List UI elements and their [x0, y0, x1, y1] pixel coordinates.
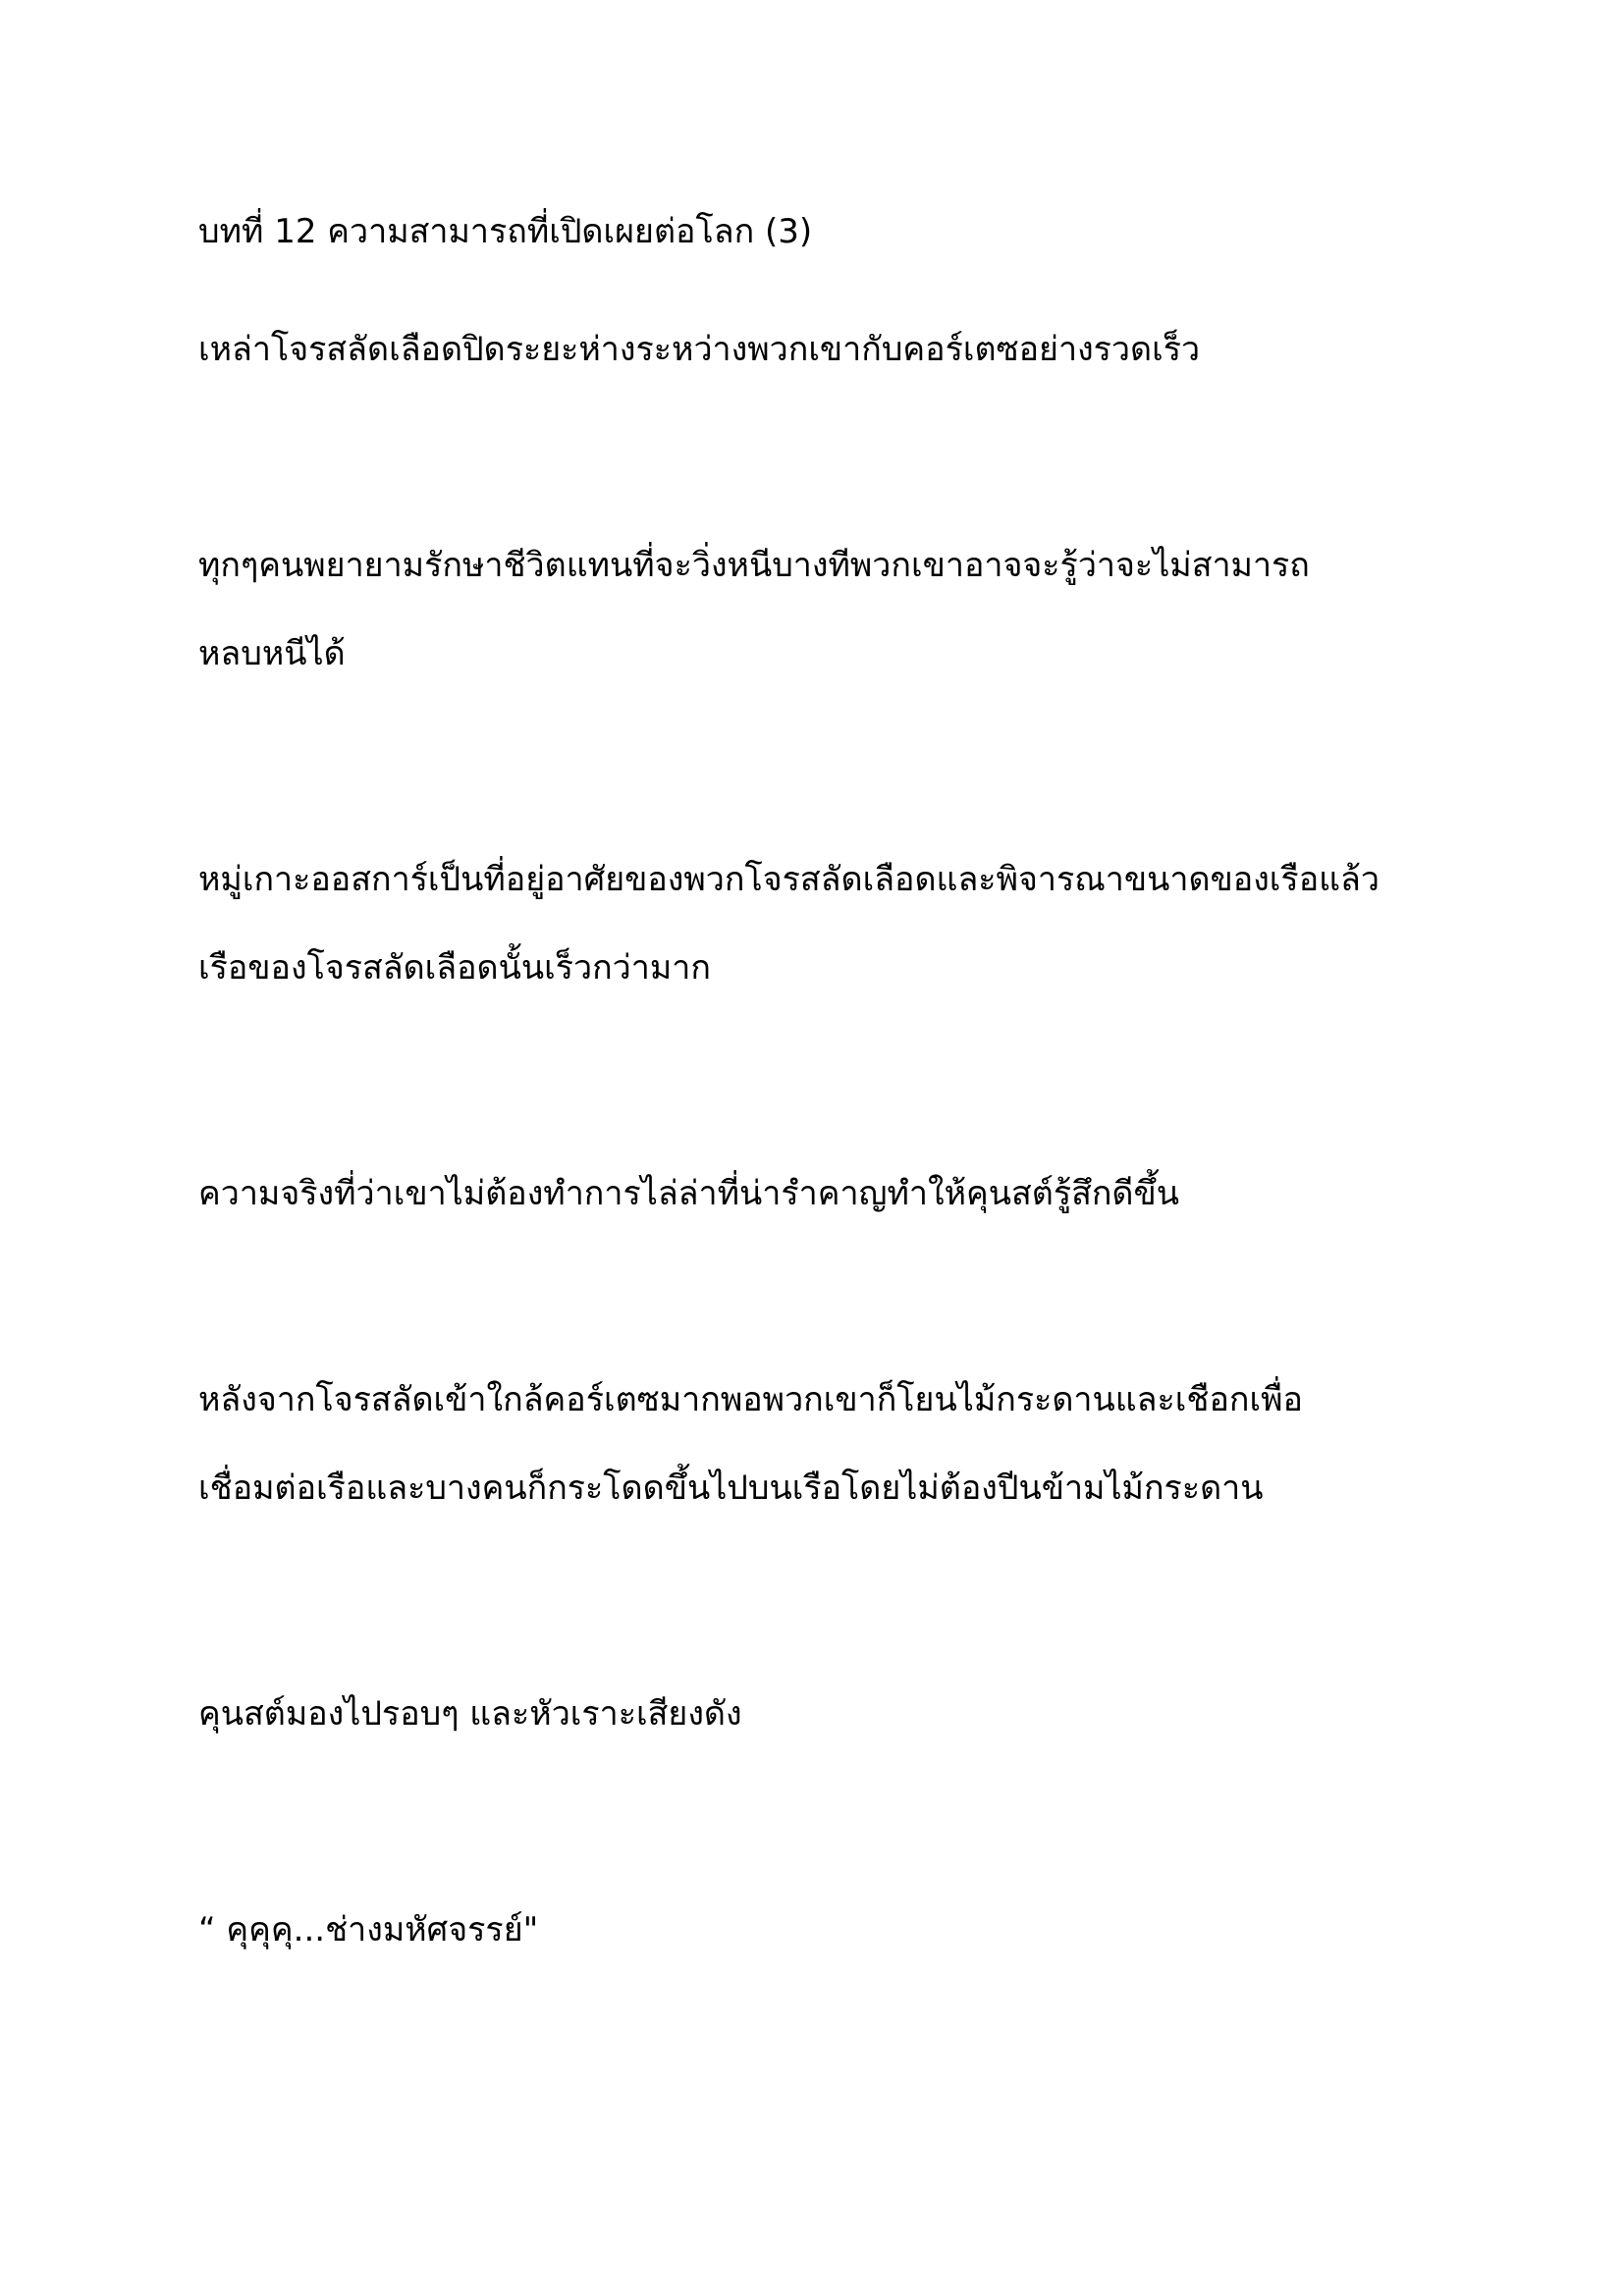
paragraph-5-line-2: เชื่อมต่อเรือและบางคนก็กระโดดขึ้นไปบนเรือโดยไม่ต้องปีนข้ามไม้กระดาน [198, 1468, 1264, 1508]
paragraph-2-line-2: หลบหนีได้ [198, 634, 346, 673]
paragraph-6-line-1: คุนสต์มองไปรอบๆ และหัวเราะเสียงดัง [198, 1694, 742, 1734]
paragraph-1-line-1: เหล่าโจรสลัดเลือดปิดระยะห่างระหว่างพวกเขากับคอร์เตซอย่างรวดเร็ว [198, 330, 1201, 369]
paragraph-7-line-1: “ คุคุคุ...ช่างมหัศจรรย์" [198, 1910, 539, 1949]
paragraph-3-line-2: เรือของโจรสลัดเลือดนั้นเร็วกว่ามาก [198, 948, 711, 988]
paragraph-5-line-1: หลังจากโจรสลัดเข้าใกล้คอร์เตซมากพอพวกเขาก็โยนไม้กระดานและเชือกเพื่อ [198, 1380, 1303, 1419]
chapter-title: บทที่ 12 ความสามารถที่เปิดเผยต่อโลก (3) [198, 212, 813, 251]
paragraph-3-line-1: หมู่เกาะออสการ์เป็นที่อยู่อาศัยของพวกโจรสลัดเลือดและพิจารณาขนาดของเรือแล้ว [198, 860, 1380, 899]
paragraph-2-line-1: ทุกๆคนพยายามรักษาชีวิตแทนที่จะวิ่งหนีบางทีพวกเขาอาจจะรู้ว่าจะไม่สามารถ [198, 546, 1310, 585]
paragraph-4-line-1: ความจริงที่ว่าเขาไม่ต้องทำการไล่ล่าที่น่ารำคาญทำให้คุนสต์รู้สึกดีขึ้น [198, 1174, 1179, 1213]
